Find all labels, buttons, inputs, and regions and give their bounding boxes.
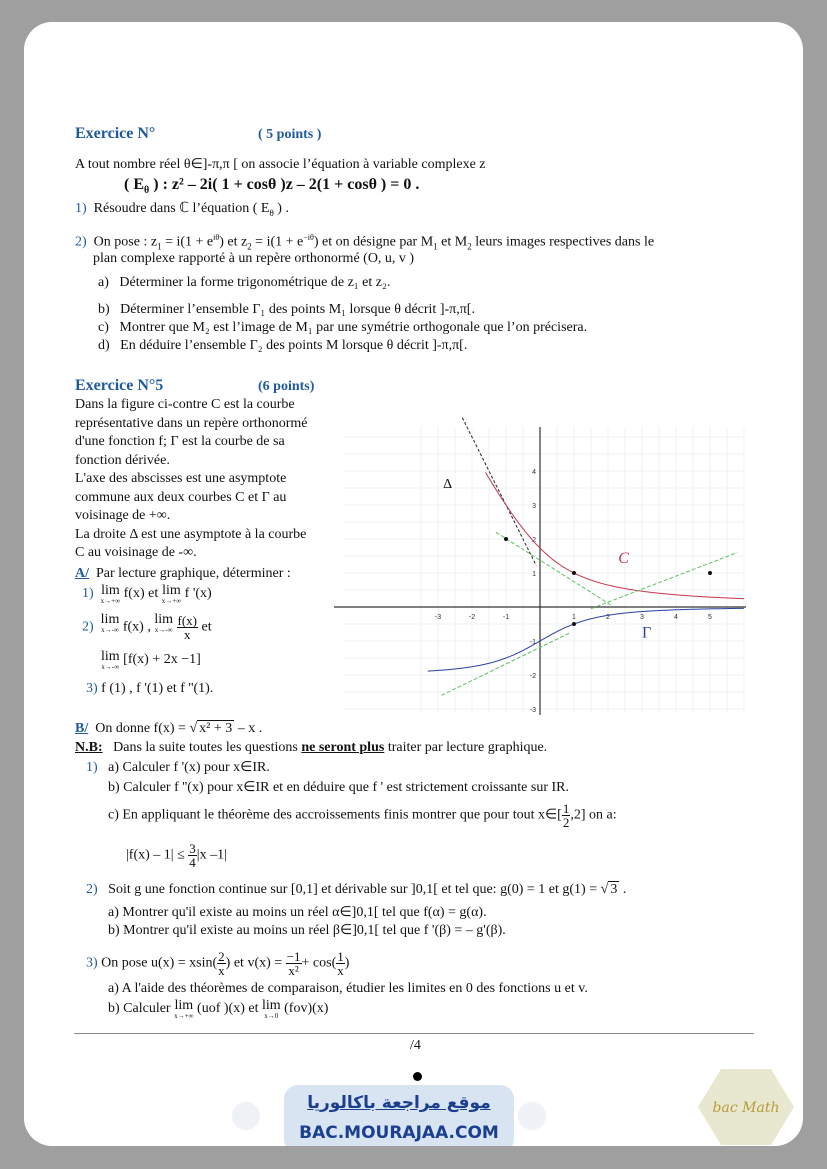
exercise-4-points: ( 5 points ) xyxy=(258,127,322,142)
question-2-line2: plan complexe rapporté à un repère orthonormé (O, u, v ) xyxy=(93,251,415,266)
curve-gamma xyxy=(428,608,744,671)
graph-point xyxy=(708,571,712,575)
curve-c xyxy=(486,472,744,598)
graph-point xyxy=(572,571,576,575)
exercise-4-intro: A tout nombre réel θ∈]-π,π [ on associe l’équation à variable complexe z xyxy=(75,157,486,172)
graph-point xyxy=(504,537,508,541)
logo-text: bac Math xyxy=(712,1100,780,1116)
description-line: C au voisinage de -∞. xyxy=(75,545,197,560)
part-b-q3a: a) A l'aide des théorèmes de comparaison, étudier les limites en 0 des fonctions u et v. xyxy=(108,981,588,996)
question-2d: d) En déduire l’ensemble Γ₂ des points M lorsque θ décrit ]-π,π[. xyxy=(98,338,468,353)
label-gamma: Γ xyxy=(642,624,652,642)
page-number: /4 xyxy=(410,1038,421,1053)
tangent-line-3 xyxy=(591,553,737,609)
site-logo-left xyxy=(232,1102,260,1130)
description-line: commune aux deux courbes C et Γ au xyxy=(75,489,287,505)
x-tick-label: 2 xyxy=(606,614,610,621)
label-c: C xyxy=(618,549,629,567)
description-line: voisinage de +∞. xyxy=(75,508,171,523)
x-tick-label: -3 xyxy=(434,614,442,621)
nb-note: N.B: Dans la suite toutes les questions ne seront plus traiter par lecture graphique. xyxy=(75,740,548,755)
site-banner[interactable] xyxy=(284,1085,514,1146)
x-tick-label: 1 xyxy=(572,614,576,621)
question-2: 2) On pose : $z_1 = i(1 + e^{i\theta})$ et $z_2 = i(1 + e^{-i\theta})$ et on désigne par $M_1$ et $M_2$ leurs images respectives dans le xyxy=(75,233,655,252)
question-2b: b) Déterminer l’ensemble Γ₁ des points M₁ lorsque θ décrit ]-π,π[. xyxy=(98,302,475,317)
description-line: représentative dans un repère orthonormé xyxy=(75,415,308,431)
description-line: Dans la figure ci-contre C est la courbe xyxy=(75,397,295,412)
question-2a: a) Déterminer la forme trigonométrique de z₁ et z₂. xyxy=(98,275,391,290)
x-tick-label: 5 xyxy=(708,614,712,621)
part-a-q3: 3) f (1) , f '(1) et f ''(1). xyxy=(86,681,214,696)
part-b-q1a: 1) a) Calculer f '(x) pour x∈IR. xyxy=(86,760,270,775)
site-logo-right xyxy=(518,1102,546,1130)
tangent-line-1 xyxy=(496,532,612,605)
y-tick-label: -3 xyxy=(529,707,536,714)
y-tick-label: 3 xyxy=(532,503,536,510)
part-b-q3b: b) Calculer lim x→+∞ (uof )(x) et lim x→0 (fov)(x) xyxy=(108,998,329,1020)
exercise-5-points: (6 points) xyxy=(258,379,315,394)
graph-point xyxy=(572,622,576,626)
part-a-q2-line2: lim x→-∞ [f(x) + 2x −1] xyxy=(101,649,201,671)
bullet-dot xyxy=(413,1072,422,1081)
y-tick-label: -2 xyxy=(529,673,536,680)
x-tick-label: 3 xyxy=(640,614,644,621)
x-tick-label: -2 xyxy=(468,614,476,621)
y-tick-label: 2 xyxy=(532,537,536,544)
part-a-q2: 2) lim x→-∞ f(x) , lim x→-∞ $\frac{f(x)}{x}$ et xyxy=(82,612,212,642)
y-tick-label: -1 xyxy=(529,639,536,646)
part-b-q3: 3) On pose u(x) = xsin( $\frac{2}{x}$ ) et v(x) = $\frac{-1}{\text{x²}}$ + cos( $\frac{1}{x}$ ) xyxy=(86,949,350,978)
y-tick-label: 1 xyxy=(532,571,536,578)
description-line: La droite Δ est une asymptote à la courbe xyxy=(75,526,307,542)
exercise-4-title: Exercice N° xyxy=(75,125,156,142)
part-b-q2b: b) Montrer qu'il existe au moins un réel β∈]0,1[ tel que f '(β) = – g'(β). xyxy=(108,923,506,938)
site-name-arabic[interactable]: موقع مراجعة باكالوريا xyxy=(307,1093,491,1113)
question-2c: c) Montrer que M₂ est l’image de M₁ par une symétrie orthogonale que l’on précisera. xyxy=(98,320,588,335)
label-delta: Δ xyxy=(443,477,453,492)
part-b-q2: 2) Soit g une fonction continue sur [0,1] et dérivable sur ]0,1[ et tel que: g(0) = 1 et g(1) = √ 3 . xyxy=(86,882,627,897)
description-line: fonction dérivée. xyxy=(75,452,170,468)
bac-math-logo xyxy=(696,1067,796,1146)
description-line: L'axe des abscisses est une asymptote xyxy=(75,471,287,486)
exam-page xyxy=(24,22,803,1146)
part-b-q1c: c) En appliquant le théorème des accroissements finis montrer que pour tout x∈[ $\frac{1}{2}$ ,2] on a: xyxy=(108,801,617,830)
footer-divider xyxy=(74,1033,754,1034)
part-a-heading: A/ Par lecture graphique, déterminer : xyxy=(75,566,291,581)
x-tick-label: 4 xyxy=(674,614,678,621)
y-tick-label: 4 xyxy=(532,469,536,476)
inequality: |f(x) – 1| ≤ $\frac{3}{4}$ |x –1| xyxy=(126,841,227,870)
exercise-5-title: Exercice N°5 xyxy=(75,377,164,394)
part-b-heading: B/ On donne f(x) = √ x² + 3 – x . xyxy=(75,721,263,736)
equation-e-theta: ( $E_\theta$ ) : z² – 2i( 1 + cosθ )z – 2(1 + cosθ ) = 0 . xyxy=(124,176,420,197)
site-url[interactable]: BAC.MOURAJAA.COM xyxy=(299,1123,499,1143)
function-graph xyxy=(334,417,749,717)
description-line: d'une fonction f; Γ est la courbe de sa xyxy=(75,434,285,449)
part-b-q2a: a) Montrer qu'il existe au moins un réel α∈]0,1[ tel que f(α) = g(α). xyxy=(108,905,487,920)
question-1: 1) Résoudre dans ℂ l’équation ( $E_\theta$ ) . xyxy=(75,201,289,218)
part-b-q1b: b) Calculer f ''(x) pour x∈IR et en déduire que f ' est strictement croissante sur IR. xyxy=(108,780,570,795)
x-tick-label: -1 xyxy=(502,614,510,621)
part-a-q1: 1) lim x→+∞ f(x) et lim x→+∞ f '(x) xyxy=(82,583,212,605)
